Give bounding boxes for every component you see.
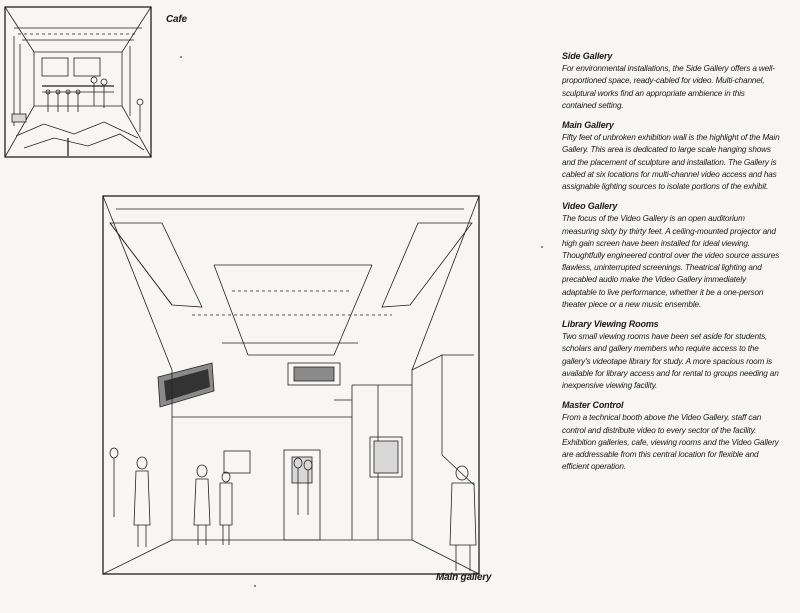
cafe-sketch: [4, 6, 152, 158]
main-gallery-sketch: [102, 195, 480, 575]
section-main-gallery: [562, 119, 780, 193]
section-body: Two small viewing rooms have been set aside for students, scholars and gallery members who require access to the gallery's videotape library for study. A more spacious room is available for library access and for rental to groups needing an inexpensive viewing facility.: [562, 332, 779, 391]
section-master-control: [562, 399, 780, 473]
section-title: Side Gallery: [562, 51, 613, 61]
page-mark-dot: [541, 246, 543, 248]
section-body: Fifty feet of unbroken exhibition wall is the highlight of the Main Gallery. This area is dedicated to large scale hanging shows and the placement of sculpture and installation. The Gallery is cabled at six locations for multi-channel video access and has assignable lighting sources to isolate portions of the exhibit.: [562, 133, 780, 192]
section-side-gallery: [562, 50, 780, 112]
section-title: Master Control: [562, 400, 624, 411]
section-body: From a technical booth above the Video Gallery, staff can control and distribute video to every sector of the facility. Exhibition galleries, cafe, viewing rooms and the Video Gallery are addressable from this central location for flexible and efficient operation.: [562, 413, 779, 472]
section-title: Library Viewing Rooms: [562, 319, 659, 330]
section-video-gallery: [562, 200, 780, 311]
section-body: The focus of the Video Gallery is an open auditorium measuring sixty by thirty feet. A ceiling-mounted projector and high gain screen have been installed for ideal viewing. Thoughtfully engineered control over the video source assures flawless, uninterrupted screenings. Theatrical lighting and precabled audio make the Video Gallery immediately adaptable to live performance, whether it be a one-person theater piece or a new music ensemble.: [562, 214, 780, 309]
section-body: For environmental installations, the Side Gallery offers a well-proportioned space, ready-cabled for video. Multi-channel, sculptural works find an appropriate ambience in this contained setting.: [562, 64, 775, 110]
section-title: Main Gallery: [562, 120, 614, 131]
section-title: Video Gallery: [562, 201, 618, 212]
main-gallery-caption: Main gallery: [436, 572, 492, 583]
cafe-caption: Cafe: [166, 14, 187, 25]
description-column: [562, 50, 780, 481]
page-mark-dot: [254, 585, 256, 587]
page-mark-dot: [180, 56, 182, 58]
section-library-viewing-rooms: [562, 318, 780, 392]
